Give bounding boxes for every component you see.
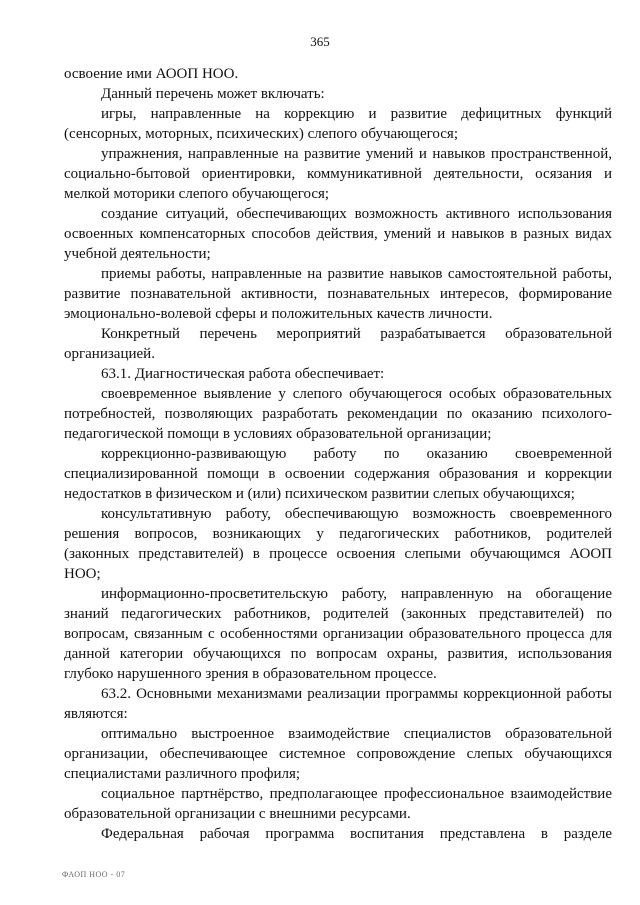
paragraph: социальное партнёрство, предполагающее профессиональное взаимодействие образовательной организации с внешними ресурсами. xyxy=(64,786,612,822)
paragraph: создание ситуаций, обеспечивающих возможность активного использования освоенных компенсаторных способов действия, умений и навыков в разных видах учебной деятельности; xyxy=(64,206,612,262)
page-number: 365 xyxy=(310,34,330,49)
paragraph: Конкретный перечень мероприятий разрабатывается образовательной организацией. xyxy=(64,326,612,362)
paragraph: упражнения, направленные на развитие умений и навыков пространственной, социально-бытовой ориентировки, коммуникативной деятельности, осязания и мелкой моторики слепого обучающегося; xyxy=(64,146,612,202)
paragraph: освоение ими АООП НОО. xyxy=(64,66,239,82)
paragraph: информационно-просветительскую работу, направленную на обогащение знаний педагогических работников, родителей (законных представителей) по вопросам, связанным с особенностями организации образовательного процесса для данной категории обучающихся по вопросам охраны, развития, использования глубоко нарушенного зрения в образовательном процессе. xyxy=(64,586,612,682)
document-body xyxy=(64,64,612,844)
paragraph: оптимально выстроенное взаимодействие специалистов образовательной организации, обеспечивающее системное сопровождение слепых обучающихся специалистами различного профиля; xyxy=(64,726,612,782)
paragraph: Федеральная рабочая программа воспитания представлена в разделе xyxy=(101,826,612,842)
paragraph: приемы работы, направленные на развитие навыков самостоятельной работы, развитие познавательной активности, познавательных интересов, формирование эмоционально-волевой сферы и положительных качеств личности. xyxy=(64,266,612,322)
paragraph: консультативную работу, обеспечивающую возможность своевременного решения вопросов, возникающих у педагогических работников, родителей (законных представителей) в процессе освоения слепыми обучающимся АООП НОО; xyxy=(64,506,612,582)
paragraph: игры, направленные на коррекцию и развитие дефицитных функций (сенсорных, моторных, психических) слепого обучающегося; xyxy=(64,106,612,142)
paragraph: Данный перечень может включать: xyxy=(101,86,325,102)
paragraph: 63.1. Диагностическая работа обеспечивает: xyxy=(101,366,385,382)
footer-stamp: ФАОП НОО - 07 xyxy=(62,870,126,879)
paragraph: коррекционно-развивающую работу по оказанию своевременной специализированной помощи в освоении содержания образования и коррекции недостатков в физическом и (или) психическом развитии слепых обучающихся; xyxy=(64,446,612,502)
paragraph: своевременное выявление у слепого обучающегося особых образовательных потребностей, позволяющих разработать рекомендации по оказанию психолого-педагогической помощи в условиях образовательной организации; xyxy=(64,386,612,442)
paragraph: 63.2. Основными механизмами реализации программы коррекционной работы являются: xyxy=(64,686,612,722)
